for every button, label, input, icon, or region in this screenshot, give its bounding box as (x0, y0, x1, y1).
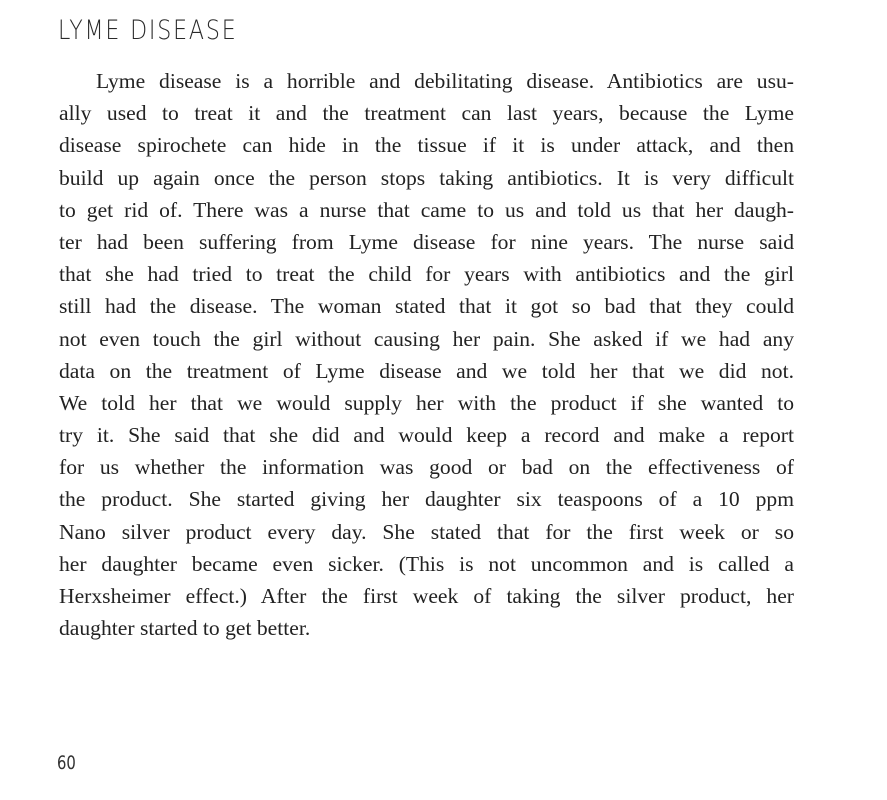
paragraph-line: Lyme disease is a horrible and debilitating disease. Antibiotics are usu- (96, 69, 794, 93)
paragraph-line: the product. She started giving her daughter six teaspoons of a 10 ppm (59, 487, 794, 512)
paragraph-line: Nano silver product every day. She stated that for the first week or so (59, 519, 794, 544)
paragraph-line: for us whether the information was good or bad on the effectiveness of (59, 455, 794, 480)
paragraph-line: build up again once the person stops taking antibiotics. It is very difficult (59, 165, 794, 190)
paragraph-line: that she had tried to treat the child for years with antibiotics and the girl (59, 262, 794, 287)
paragraph-line: daughter started to get better. (59, 616, 311, 641)
paragraph-line: data on the treatment of Lyme disease and we told her that we did not. (59, 358, 794, 383)
page-number: 60 (57, 752, 76, 774)
paragraph-line: ter had been suffering from Lyme disease for nine years. The nurse said (59, 229, 794, 254)
paragraph-line: her daughter became even sicker. (This is not uncommon and is called a (59, 551, 794, 576)
paragraph-line: try it. She said that she did and would keep a record and make a report (59, 423, 794, 448)
paragraph-line: Herxsheimer effect.) After the first week of taking the silver product, her (59, 584, 794, 608)
paragraph-line: to get rid of. There was a nurse that came to us and told us that her daugh- (59, 197, 794, 222)
paragraph-line: ally used to treat it and the treatment can last years, because the Lyme (59, 101, 794, 126)
paragraph-line: not even touch the girl without causing her pain. She asked if we had any (59, 326, 794, 351)
chapter-title: LYME DISEASE (58, 15, 238, 46)
paragraph-line: still had the disease. The woman stated that it got so bad that they could (59, 294, 794, 319)
paragraph-line: We told her that we would supply her with the product if she wanted to (59, 390, 794, 415)
paragraph-line: disease spirochete can hide in the tissue if it is under attack, and then (59, 133, 794, 158)
body-paragraph (59, 65, 794, 644)
